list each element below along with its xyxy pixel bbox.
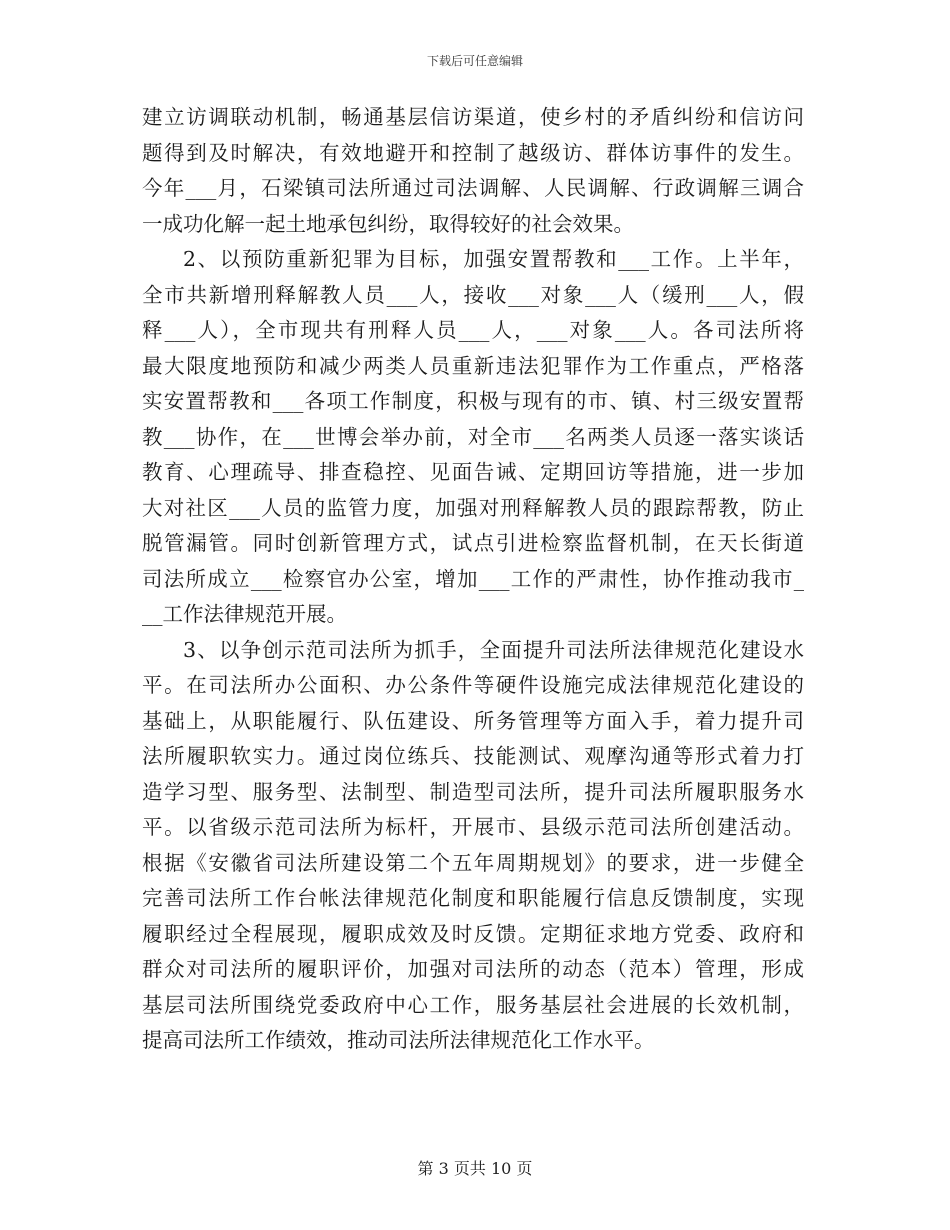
body-line: 造学习型、服务型、法制型、制造型司法所，提升司法所履职服务水 (142, 779, 804, 804)
body-line: 全市共新增刑释解教人员___人，接收___对象___人（缓刑___人，假 (142, 282, 804, 307)
body-line: 根据《安徽省司法所建设第二个五年周期规划》的要求，进一步健全 (142, 850, 804, 875)
body-line: 提高司法所工作绩效，推动司法所法律规范化工作水平。 (142, 1028, 655, 1052)
body-line: 平。在司法所办公面积、办公条件等硬件设施完成法律规范化建设的 (142, 673, 804, 697)
body-line: 题得到及时解决，有效地避开和控制了越级访、群体访事件的发生。 (142, 140, 804, 165)
body-line: 脱管漏管。同时创新管理方式，试点引进检察监督机制，在天长街道 (142, 531, 804, 555)
body-line: 一成功化解一起土地承包纠纷，取得较好的社会效果。 (142, 211, 634, 236)
body-line: 2、以预防重新犯罪为目标，加强安置帮教和___工作。上半年， (183, 247, 804, 271)
page-number: 第 3 页共 10 页 (417, 1159, 533, 1178)
body-line: __工作法律规范开展。 (142, 602, 347, 626)
body-line: 最大限度地预防和减少两类人员重新违法犯罪作为工作重点，严格落 (142, 353, 804, 378)
body-line: 司法所成立___检察官办公室，增加___工作的严肃性，协作推动我市_ (142, 566, 804, 591)
body-line: 群众对司法所的履职评价，加强对司法所的动态（范本）管理，形成 (142, 957, 804, 981)
body-line: 教___协作，在___世博会举办前，对全市___名两类人员逐一落实谈话 (142, 424, 804, 449)
body-line: 法所履职软实力。通过岗位练兵、技能测试、观摩沟通等形式着力打 (142, 744, 804, 768)
body-line: 履职经过全程展现，履职成效及时反馈。定期征求地方党委、政府和 (142, 921, 804, 946)
document-body (142, 100, 804, 1059)
body-line: 基础上，从职能履行、队伍建设、所务管理等方面入手，着力提升司 (142, 708, 804, 733)
body-line: 基层司法所围绕党委政府中心工作，服务基层社会进展的长效机制， (142, 992, 804, 1017)
body-line: 平。以省级示范司法所为标杆，开展市、县级示范司法所创建活动。 (142, 815, 804, 839)
body-line: 实安置帮教和___各项工作制度，积极与现有的市、镇、村三级安置帮 (142, 389, 804, 413)
body-line: 今年___月，石梁镇司法所通过司法调解、人民调解、行政调解三调合 (142, 176, 804, 200)
body-line: 释___人），全市现共有刑释人员___人，___对象___人。各司法所将 (142, 318, 804, 342)
body-line: 教育、心理疏导、排查稳控、见面告诫、定期回访等措施，进一步加 (142, 460, 804, 484)
body-line: 大对社区___人员的监管力度，加强对刑释解教人员的跟踪帮教，防止 (142, 495, 804, 520)
body-line: 建立访调联动机制，畅通基层信访渠道，使乡村的矛盾纠纷和信访问 (142, 105, 804, 129)
page-header-note: 下载后可任意编辑 (426, 54, 523, 68)
body-line: 3、以争创示范司法所为抓手，全面提升司法所法律规范化建设水 (183, 637, 804, 662)
body-line: 完善司法所工作台帐法律规范化制度和职能履行信息反馈制度，实现 (142, 886, 804, 910)
